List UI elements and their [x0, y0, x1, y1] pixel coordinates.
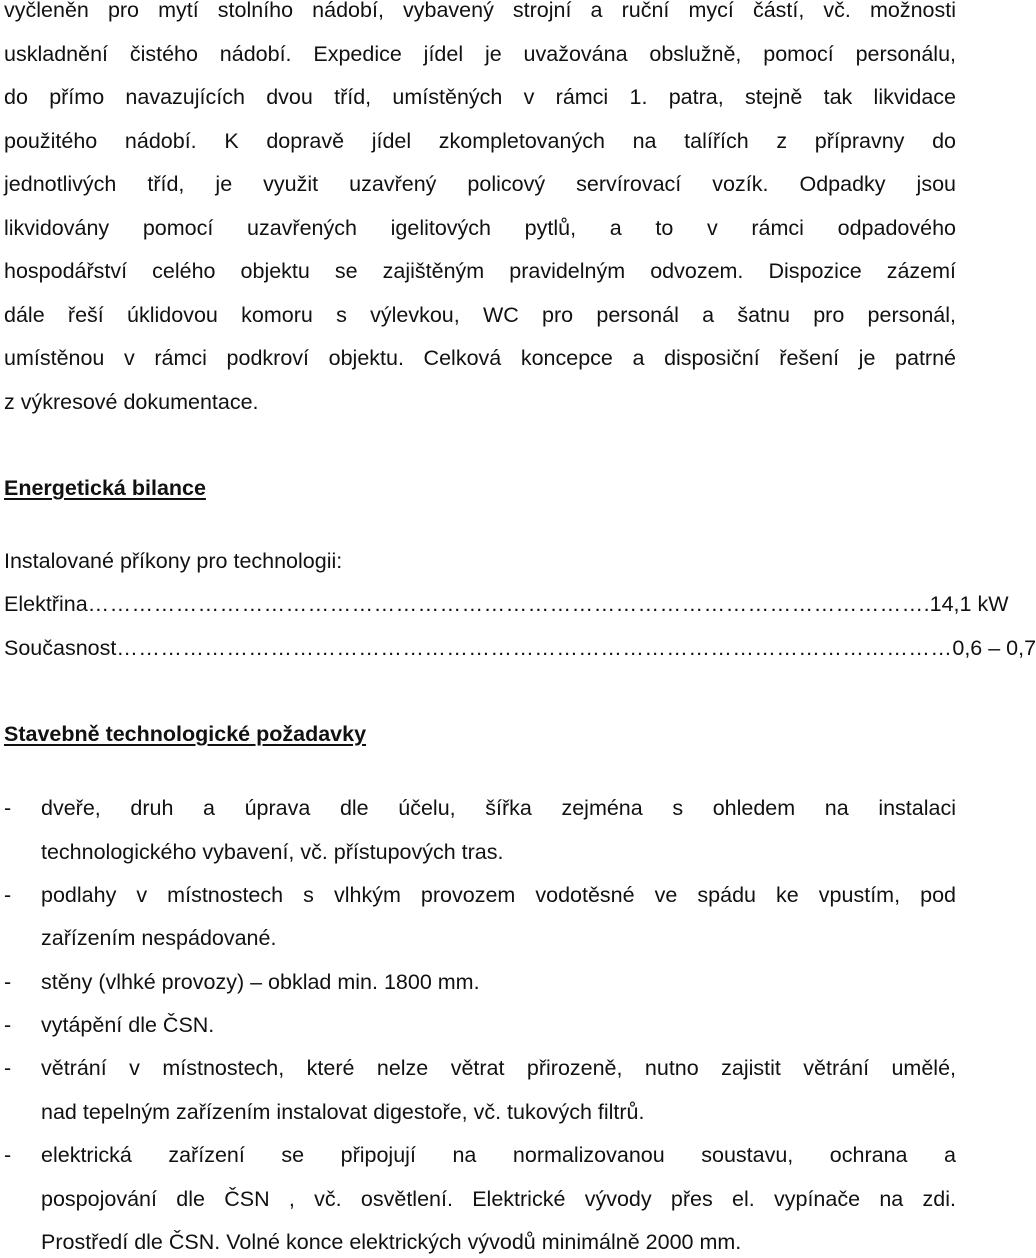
- paragraph-line: uskladnění čistého nádobí. Expedice jídel je uvažována obslužně, pomocí personálu,: [4, 42, 956, 66]
- paragraph-line: umístěnou v rámci podkroví objektu. Celková koncepce a disposiční řešení je patrné: [4, 346, 956, 370]
- energy-heading: Energetická bilance: [4, 476, 206, 500]
- list-dash: -: [4, 1013, 12, 1037]
- list-item-line: větrání v místnostech, které nelze větrat přirozeně, nutno zajistit větrání umělé,: [41, 1056, 956, 1080]
- energy-row-label: Současnost: [4, 636, 117, 660]
- list-item-line: vytápění dle ČSN.: [41, 1013, 215, 1037]
- energy-intro: Instalované příkony pro technologii:: [4, 549, 343, 573]
- leader-dots: ……………………………………………………………………………………………………: [116, 636, 953, 660]
- list-item-line: podlahy v místnostech s vlhkým provozem vodotěsné ve spádu ke vpustím, pod: [41, 883, 956, 907]
- paragraph-line: hospodářství celého objektu se zajištěným pravidelným odvozem. Dispozice zázemí: [4, 259, 956, 283]
- list-item-line: elektrická zařízení se připojují na normalizovanou soustavu, ochrana a: [41, 1143, 956, 1167]
- energy-row-label: Elektřina: [4, 592, 88, 616]
- list-item-line: pospojování dle ČSN , vč. osvětlení. Elektrické vývody přes el. vypínače na zdi.: [41, 1187, 956, 1211]
- list-dash: -: [4, 1056, 12, 1080]
- list-item-line: zařízením nespádované.: [41, 926, 277, 950]
- paragraph-line: z výkresové dokumentace.: [4, 390, 259, 414]
- energy-row-electricity: [4, 590, 1009, 618]
- paragraph-line: dále řeší úklidovou komoru s výlevkou, WC pro personál a šatnu pro personál,: [4, 303, 956, 327]
- energy-row-value: .14,1 kW: [923, 592, 1009, 616]
- paragraph-line: vyčleněn pro mytí stolního nádobí, vybavený strojní a ruční mycí částí, vč. možnosti: [4, 0, 956, 22]
- list-item-line: technologického vybavení, vč. přístupových tras.: [41, 840, 504, 864]
- list-dash: -: [4, 970, 12, 994]
- energy-row-value: 0,6 – 0,7: [952, 636, 1036, 660]
- list-dash: -: [4, 796, 12, 820]
- energy-row-simultaneity: [4, 634, 1036, 662]
- requirements-heading: Stavebně technologické požadavky: [4, 722, 367, 746]
- list-item-line: stěny (vlhké provozy) – obklad min. 1800 mm.: [41, 970, 480, 994]
- paragraph-line: do přímo navazujících dvou tříd, umístěných v rámci 1. patra, stejně tak likvidace: [4, 85, 956, 109]
- list-dash: -: [4, 883, 12, 907]
- paragraph-line: likvidovány pomocí uzavřených igelitových pytlů, a to v rámci odpadového: [4, 216, 956, 240]
- paragraph-line: jednotlivých tříd, je využit uzavřený policový servírovací vozík. Odpadky jsou: [4, 172, 956, 196]
- leader-dots: ……………………………………………………………………………………………………: [87, 592, 924, 616]
- paragraph-line: použitého nádobí. K dopravě jídel zkompletovaných na talířích z přípravny do: [4, 129, 956, 153]
- list-item-line: Prostředí dle ČSN. Volné konce elektrických vývodů minimálně 2000 mm.: [41, 1230, 742, 1254]
- list-dash: -: [4, 1143, 12, 1167]
- list-item-line: nad tepelným zařízením instalovat digestoře, vč. tukových filtrů.: [41, 1100, 645, 1124]
- list-item-line: dveře, druh a úprava dle účelu, šířka zejména s ohledem na instalaci: [41, 796, 956, 820]
